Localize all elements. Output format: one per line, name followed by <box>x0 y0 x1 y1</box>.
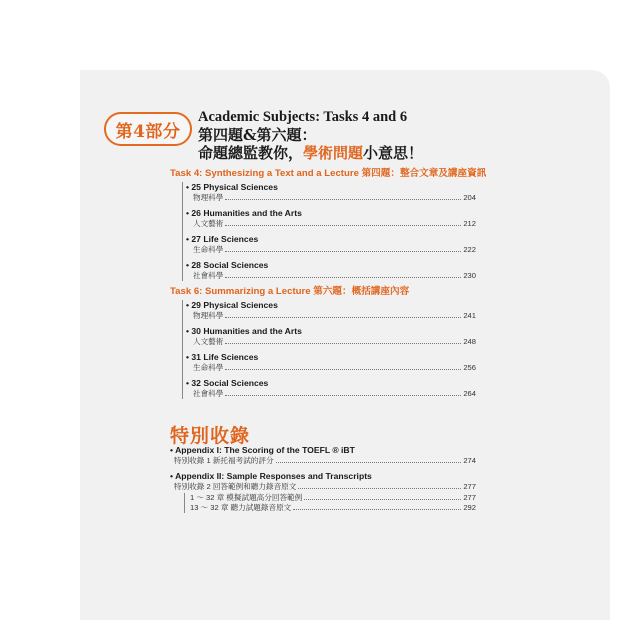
dot-leader <box>225 277 461 278</box>
appendix-chinese: 特別收錄 2 回答範例和聽力錄音原文 <box>174 482 297 491</box>
task6-heading: Task 6: Summarizing a Lecture 第六題：概括講座內容 <box>170 286 410 297</box>
toc-entry-title: • 30 Humanities and the Arts <box>186 326 302 336</box>
dot-leader <box>225 369 461 370</box>
toc-entry[interactable] <box>186 234 476 255</box>
toc-entry-chinese: 社會科學 <box>193 389 224 398</box>
appendix-sub-page: 277 <box>463 493 476 502</box>
appendix-entry[interactable] <box>170 445 476 466</box>
task4-entries <box>182 182 476 281</box>
toc-entry-chinese: 人文藝術 <box>193 219 224 228</box>
part-tab-label: 第4部分 <box>115 121 181 142</box>
toc-entry-chinese: 物理科學 <box>193 193 224 202</box>
part-subtitle <box>198 144 518 163</box>
part-title-english: Academic Subjects: Tasks 4 and 6 <box>198 109 408 125</box>
appendix-sub-chinese: 13 ～ 32 章 聽力試題錄音原文 <box>190 503 292 512</box>
toc-entry-chinese: 社會科學 <box>193 271 224 280</box>
toc-entry-page: 248 <box>463 337 476 346</box>
appendix-sub-page: 292 <box>463 503 476 512</box>
appendix-sub-chinese: 1 ～ 32 章 模擬試題高分回答範例 <box>190 493 303 502</box>
toc-entry-chinese: 生命科學 <box>193 245 224 254</box>
appendix-entry[interactable] <box>170 471 476 513</box>
appendix-chinese: 特別收錄 1 新托福考試的評分 <box>174 456 274 465</box>
toc-entry[interactable] <box>186 208 476 229</box>
dot-leader <box>225 251 461 252</box>
toc-entry-title: • 25 Physical Sciences <box>186 182 278 192</box>
toc-entry-chinese: 生命科學 <box>193 363 224 372</box>
part-tab <box>104 112 192 146</box>
toc-entry-title: • 31 Life Sciences <box>186 352 259 362</box>
toc-entry-page: 222 <box>463 245 476 254</box>
appendix-page: 274 <box>463 456 476 465</box>
task6-entries <box>182 300 476 399</box>
dot-leader <box>298 488 461 489</box>
part-title-chinese: 第四題&第六題： <box>198 126 317 144</box>
appendix-title: • Appendix II: Sample Responses and Transcripts <box>170 471 372 481</box>
toc-entry-chinese: 人文藝術 <box>193 337 224 346</box>
appendix-sub-entry[interactable] <box>190 493 476 503</box>
toc-entry-page: 204 <box>463 193 476 202</box>
appendix-sub-list <box>184 493 476 513</box>
toc-entry-title: • 29 Physical Sciences <box>186 300 278 310</box>
toc-entry-title: • 26 Humanities and the Arts <box>186 208 302 218</box>
toc-entry[interactable] <box>186 352 476 373</box>
appendix-section <box>170 445 476 518</box>
toc-entry[interactable] <box>186 378 476 399</box>
toc-entry[interactable] <box>186 260 476 281</box>
toc-entry-page: 264 <box>463 389 476 398</box>
dot-leader <box>225 225 461 226</box>
part-subtitle-pre: 命題總監教你， <box>198 144 304 162</box>
dot-leader <box>225 395 461 396</box>
task6-section <box>170 286 476 404</box>
dot-leader <box>293 509 461 510</box>
appendix-page: 277 <box>463 482 476 491</box>
toc-entry-title: • 27 Life Sciences <box>186 234 259 244</box>
part-subtitle-post: 小意思！ <box>363 144 424 162</box>
toc-entry[interactable] <box>186 326 476 347</box>
toc-entry-title: • 28 Social Sciences <box>186 260 269 270</box>
toc-entry-title: • 32 Social Sciences <box>186 378 269 388</box>
dot-leader <box>276 462 462 463</box>
toc-entry[interactable] <box>186 182 476 203</box>
dot-leader <box>225 317 461 318</box>
toc-entry-page: 212 <box>463 219 476 228</box>
dot-leader <box>304 499 461 500</box>
special-heading: 特別收錄 <box>170 425 251 447</box>
toc-entry-page: 256 <box>463 363 476 372</box>
toc-entry-page: 241 <box>463 311 476 320</box>
appendix-sub-entry[interactable] <box>190 503 476 513</box>
task4-heading: Task 4: Synthesizing a Text and a Lecture 第四題：整合文章及講座資訊 <box>170 168 487 179</box>
part-title <box>198 109 518 163</box>
dot-leader <box>225 343 461 344</box>
toc-entry-page: 230 <box>463 271 476 280</box>
toc-entry-chinese: 物理科學 <box>193 311 224 320</box>
toc-entry[interactable] <box>186 300 476 321</box>
task4-section <box>170 168 487 286</box>
part-subtitle-highlight: 學術問題 <box>303 144 364 162</box>
dot-leader <box>225 199 461 200</box>
appendix-title: • Appendix I: The Scoring of the TOEFL ® iBT <box>170 445 355 455</box>
